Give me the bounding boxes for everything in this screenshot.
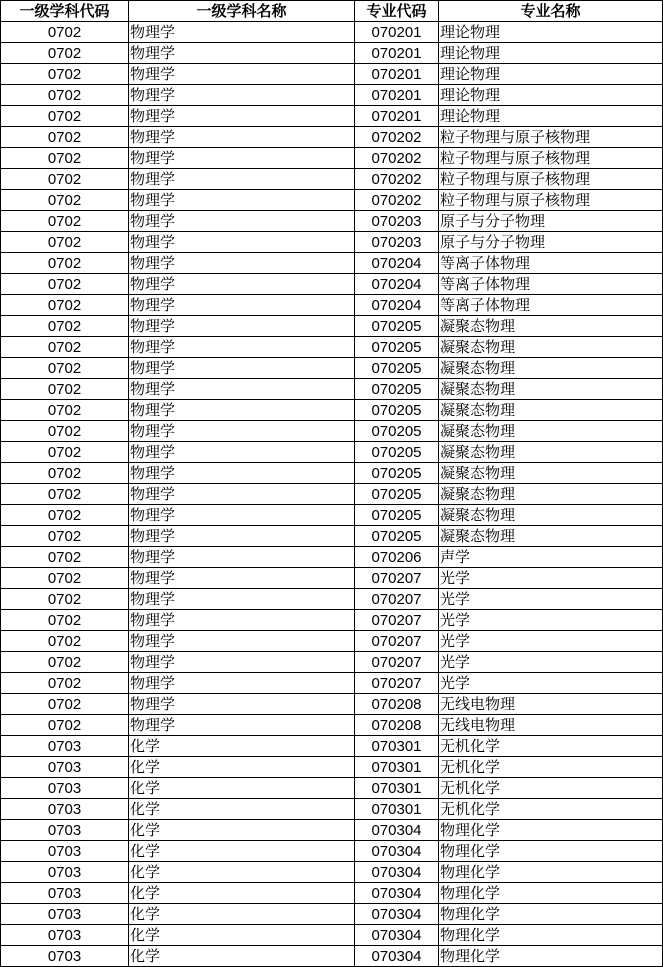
discipline-code-cell: 0702	[1, 211, 129, 232]
discipline-code-cell: 0702	[1, 106, 129, 127]
discipline-code-cell: 0703	[1, 925, 129, 946]
discipline-name-cell: 物理学	[129, 694, 355, 715]
major-code-cell: 070201	[355, 85, 439, 106]
major-name-cell: 理论物理	[439, 85, 663, 106]
major-name-cell: 理论物理	[439, 22, 663, 43]
table-row	[1, 85, 663, 106]
discipline-name-cell: 物理学	[129, 463, 355, 484]
major-code-cell: 070205	[355, 442, 439, 463]
major-code-cell: 070202	[355, 148, 439, 169]
major-name-cell: 凝聚态物理	[439, 316, 663, 337]
major-name-cell: 凝聚态物理	[439, 358, 663, 379]
major-code-cell: 070208	[355, 694, 439, 715]
major-code-cell: 070304	[355, 862, 439, 883]
major-code-cell: 070204	[355, 295, 439, 316]
major-code-cell: 070304	[355, 946, 439, 967]
discipline-code-cell: 0702	[1, 484, 129, 505]
major-code-cell: 070205	[355, 526, 439, 547]
discipline-name-cell: 物理学	[129, 442, 355, 463]
table-row	[1, 169, 663, 190]
discipline-code-cell: 0703	[1, 778, 129, 799]
major-code-cell: 070203	[355, 211, 439, 232]
major-name-cell: 物理化学	[439, 883, 663, 904]
discipline-code-cell: 0703	[1, 862, 129, 883]
major-name-cell: 理论物理	[439, 64, 663, 85]
discipline-code-cell: 0702	[1, 295, 129, 316]
table-row	[1, 43, 663, 64]
major-name-cell: 原子与分子物理	[439, 211, 663, 232]
major-code-cell: 070207	[355, 673, 439, 694]
major-code-cell: 070207	[355, 610, 439, 631]
major-code-cell: 070304	[355, 841, 439, 862]
discipline-name-cell: 物理学	[129, 547, 355, 568]
header-row	[1, 1, 663, 22]
discipline-code-cell: 0702	[1, 610, 129, 631]
discipline-code-cell: 0703	[1, 904, 129, 925]
table-row	[1, 841, 663, 862]
table-row	[1, 295, 663, 316]
table-row	[1, 379, 663, 400]
discipline-code-cell: 0702	[1, 253, 129, 274]
table-row	[1, 862, 663, 883]
discipline-name-cell: 物理学	[129, 295, 355, 316]
major-code-cell: 070202	[355, 127, 439, 148]
major-code-cell: 070205	[355, 400, 439, 421]
discipline-name-cell: 化学	[129, 778, 355, 799]
major-name-cell: 凝聚态物理	[439, 337, 663, 358]
major-name-cell: 凝聚态物理	[439, 400, 663, 421]
major-code-cell: 070205	[355, 379, 439, 400]
discipline-name-cell: 物理学	[129, 379, 355, 400]
discipline-name-cell: 物理学	[129, 64, 355, 85]
table-row	[1, 820, 663, 841]
discipline-code-cell: 0702	[1, 547, 129, 568]
discipline-name-cell: 物理学	[129, 106, 355, 127]
discipline-name-cell: 化学	[129, 904, 355, 925]
table-row	[1, 526, 663, 547]
discipline-code-cell: 0702	[1, 631, 129, 652]
major-name-cell: 物理化学	[439, 862, 663, 883]
major-name-cell: 凝聚态物理	[439, 463, 663, 484]
major-code-cell: 070205	[355, 463, 439, 484]
discipline-name-cell: 物理学	[129, 589, 355, 610]
table-row	[1, 799, 663, 820]
major-code-cell: 070301	[355, 736, 439, 757]
table-row	[1, 64, 663, 85]
discipline-name-cell: 物理学	[129, 421, 355, 442]
discipline-name-cell: 物理学	[129, 484, 355, 505]
major-code-cell: 070205	[355, 484, 439, 505]
discipline-code-cell: 0702	[1, 568, 129, 589]
major-name-cell: 原子与分子物理	[439, 232, 663, 253]
major-name-cell: 无机化学	[439, 736, 663, 757]
discipline-code-cell: 0702	[1, 64, 129, 85]
discipline-name-cell: 物理学	[129, 673, 355, 694]
table-row	[1, 484, 663, 505]
discipline-code-cell: 0702	[1, 22, 129, 43]
major-code-cell: 070201	[355, 64, 439, 85]
major-code-cell: 070304	[355, 820, 439, 841]
major-name-cell: 声学	[439, 547, 663, 568]
major-code-cell: 070304	[355, 925, 439, 946]
discipline-code-cell: 0702	[1, 190, 129, 211]
table-row	[1, 694, 663, 715]
discipline-code-cell: 0702	[1, 421, 129, 442]
discipline-code-cell: 0702	[1, 589, 129, 610]
discipline-name-cell: 物理学	[129, 253, 355, 274]
major-name-cell: 物理化学	[439, 841, 663, 862]
discipline-code-cell: 0703	[1, 841, 129, 862]
table-row	[1, 778, 663, 799]
discipline-name-cell: 物理学	[129, 127, 355, 148]
header-discipline-name: 一级学科名称	[129, 1, 355, 22]
table-row	[1, 883, 663, 904]
major-code-cell: 070208	[355, 715, 439, 736]
discipline-name-cell: 物理学	[129, 316, 355, 337]
discipline-code-cell: 0702	[1, 379, 129, 400]
discipline-code-cell: 0703	[1, 736, 129, 757]
discipline-name-cell: 物理学	[129, 526, 355, 547]
table-body	[1, 22, 663, 967]
major-name-cell: 物理化学	[439, 820, 663, 841]
table-row	[1, 358, 663, 379]
discipline-name-cell: 物理学	[129, 169, 355, 190]
major-code-cell: 070205	[355, 358, 439, 379]
header-major-name: 专业名称	[439, 1, 663, 22]
major-code-cell: 070202	[355, 169, 439, 190]
table-row	[1, 652, 663, 673]
major-name-cell: 物理化学	[439, 925, 663, 946]
major-name-cell: 光学	[439, 568, 663, 589]
discipline-name-cell: 物理学	[129, 148, 355, 169]
discipline-name-cell: 化学	[129, 925, 355, 946]
discipline-name-cell: 化学	[129, 799, 355, 820]
table-row	[1, 505, 663, 526]
discipline-name-cell: 物理学	[129, 274, 355, 295]
major-code-cell: 070207	[355, 652, 439, 673]
major-name-cell: 理论物理	[439, 106, 663, 127]
discipline-name-cell: 物理学	[129, 85, 355, 106]
table-row	[1, 316, 663, 337]
major-code-cell: 070301	[355, 799, 439, 820]
major-code-cell: 070205	[355, 421, 439, 442]
discipline-code-cell: 0703	[1, 757, 129, 778]
table-row	[1, 589, 663, 610]
discipline-name-cell: 物理学	[129, 190, 355, 211]
header-discipline-code: 一级学科代码	[1, 1, 129, 22]
discipline-name-cell: 物理学	[129, 400, 355, 421]
discipline-code-cell: 0703	[1, 883, 129, 904]
major-code-cell: 070205	[355, 337, 439, 358]
major-name-cell: 等离子体物理	[439, 274, 663, 295]
major-name-cell: 光学	[439, 652, 663, 673]
table-row	[1, 547, 663, 568]
table-row	[1, 421, 663, 442]
major-code-cell: 070204	[355, 274, 439, 295]
major-code-cell: 070207	[355, 631, 439, 652]
discipline-code-cell: 0702	[1, 442, 129, 463]
table-row	[1, 736, 663, 757]
table-row	[1, 904, 663, 925]
major-code-cell: 070207	[355, 568, 439, 589]
table-row	[1, 232, 663, 253]
major-name-cell: 无机化学	[439, 778, 663, 799]
major-code-cell: 070202	[355, 190, 439, 211]
discipline-name-cell: 物理学	[129, 43, 355, 64]
table-row	[1, 568, 663, 589]
discipline-name-cell: 物理学	[129, 358, 355, 379]
major-name-cell: 物理化学	[439, 904, 663, 925]
table-row	[1, 463, 663, 484]
major-code-cell: 070304	[355, 904, 439, 925]
major-code-cell: 070203	[355, 232, 439, 253]
discipline-name-cell: 物理学	[129, 337, 355, 358]
table-row	[1, 442, 663, 463]
table-row	[1, 148, 663, 169]
discipline-name-cell: 化学	[129, 736, 355, 757]
discipline-code-cell: 0703	[1, 946, 129, 967]
discipline-name-cell: 物理学	[129, 610, 355, 631]
table-row	[1, 925, 663, 946]
discipline-name-cell: 化学	[129, 862, 355, 883]
table-row	[1, 337, 663, 358]
discipline-name-cell: 化学	[129, 820, 355, 841]
major-name-cell: 光学	[439, 631, 663, 652]
table-row	[1, 22, 663, 43]
discipline-code-cell: 0702	[1, 652, 129, 673]
discipline-name-cell: 化学	[129, 841, 355, 862]
discipline-code-cell: 0702	[1, 316, 129, 337]
major-name-cell: 凝聚态物理	[439, 442, 663, 463]
table-row	[1, 673, 663, 694]
major-name-cell: 等离子体物理	[439, 253, 663, 274]
discipline-code-cell: 0702	[1, 337, 129, 358]
discipline-code-cell: 0702	[1, 148, 129, 169]
discipline-code-cell: 0702	[1, 673, 129, 694]
major-name-cell: 理论物理	[439, 43, 663, 64]
major-code-cell: 070206	[355, 547, 439, 568]
discipline-code-cell: 0703	[1, 820, 129, 841]
major-code-cell: 070205	[355, 316, 439, 337]
major-code-cell: 070201	[355, 22, 439, 43]
discipline-code-cell: 0703	[1, 799, 129, 820]
discipline-name-cell: 物理学	[129, 652, 355, 673]
discipline-name-cell: 物理学	[129, 22, 355, 43]
discipline-name-cell: 物理学	[129, 211, 355, 232]
table-row	[1, 106, 663, 127]
table-row	[1, 757, 663, 778]
major-name-cell: 无线电物理	[439, 694, 663, 715]
discipline-name-cell: 物理学	[129, 505, 355, 526]
table-row	[1, 400, 663, 421]
table-row	[1, 127, 663, 148]
table-row	[1, 274, 663, 295]
major-name-cell: 凝聚态物理	[439, 526, 663, 547]
major-code-cell: 070207	[355, 589, 439, 610]
major-code-cell: 070301	[355, 778, 439, 799]
discipline-code-cell: 0702	[1, 715, 129, 736]
discipline-name-cell: 物理学	[129, 715, 355, 736]
major-name-cell: 无机化学	[439, 757, 663, 778]
major-name-cell: 光学	[439, 673, 663, 694]
header-major-code: 专业代码	[355, 1, 439, 22]
major-code-cell: 070304	[355, 883, 439, 904]
major-name-cell: 凝聚态物理	[439, 484, 663, 505]
table-row	[1, 631, 663, 652]
discipline-name-cell: 化学	[129, 757, 355, 778]
discipline-code-cell: 0702	[1, 505, 129, 526]
discipline-name-cell: 物理学	[129, 232, 355, 253]
table-row	[1, 715, 663, 736]
major-name-cell: 凝聚态物理	[439, 505, 663, 526]
discipline-code-cell: 0702	[1, 85, 129, 106]
major-name-cell: 凝聚态物理	[439, 379, 663, 400]
discipline-code-cell: 0702	[1, 526, 129, 547]
discipline-code-cell: 0702	[1, 274, 129, 295]
major-name-cell: 等离子体物理	[439, 295, 663, 316]
major-name-cell: 无线电物理	[439, 715, 663, 736]
discipline-code-cell: 0702	[1, 127, 129, 148]
discipline-name-cell: 化学	[129, 883, 355, 904]
major-code-cell: 070201	[355, 106, 439, 127]
table-row	[1, 253, 663, 274]
major-name-cell: 凝聚态物理	[439, 421, 663, 442]
discipline-code-cell: 0702	[1, 400, 129, 421]
major-code-cell: 070204	[355, 253, 439, 274]
discipline-name-cell: 物理学	[129, 568, 355, 589]
table-row	[1, 610, 663, 631]
major-name-cell: 光学	[439, 589, 663, 610]
discipline-code-cell: 0702	[1, 232, 129, 253]
major-code-cell: 070301	[355, 757, 439, 778]
discipline-code-cell: 0702	[1, 43, 129, 64]
discipline-name-cell: 物理学	[129, 631, 355, 652]
major-name-cell: 物理化学	[439, 946, 663, 967]
major-code-cell: 070201	[355, 43, 439, 64]
discipline-code-cell: 0702	[1, 169, 129, 190]
major-name-cell: 光学	[439, 610, 663, 631]
major-name-cell: 粒子物理与原子核物理	[439, 127, 663, 148]
major-code-cell: 070205	[355, 505, 439, 526]
major-name-cell: 粒子物理与原子核物理	[439, 190, 663, 211]
discipline-code-cell: 0702	[1, 463, 129, 484]
discipline-code-cell: 0702	[1, 358, 129, 379]
discipline-code-cell: 0702	[1, 694, 129, 715]
table-row	[1, 190, 663, 211]
table-row	[1, 211, 663, 232]
table-row	[1, 946, 663, 967]
discipline-name-cell: 化学	[129, 946, 355, 967]
major-name-cell: 粒子物理与原子核物理	[439, 148, 663, 169]
major-name-cell: 粒子物理与原子核物理	[439, 169, 663, 190]
major-name-cell: 无机化学	[439, 799, 663, 820]
